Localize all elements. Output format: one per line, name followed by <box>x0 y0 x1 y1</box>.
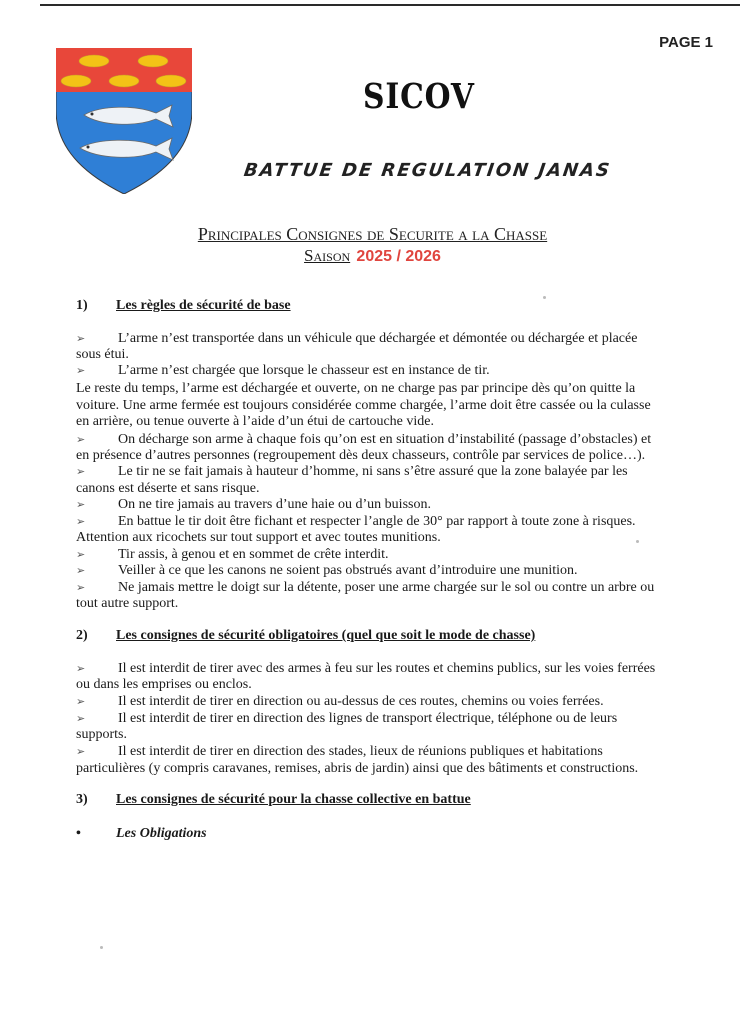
text-line <box>76 596 672 613</box>
coat-of-arms-icon <box>56 48 192 194</box>
line-text: Le reste du temps, l’arme est déchargée et ouverte, on ne charge pas par principe dès qu’on quitte la <box>76 381 636 396</box>
line-text: ou dans les emprises ou enclos. <box>76 677 252 692</box>
text-line <box>76 694 672 711</box>
line-text: L’arme n’est chargée que lorsque le chasseur est en instance de tir. <box>118 363 490 378</box>
line-text: Veiller à ce que les canons ne soient pas obstrués avant d’introduire une munition. <box>118 563 578 578</box>
list-item-obligations: • Les Obligations <box>76 826 207 841</box>
line-text: Ne jamais mettre le doigt sur la détente, poser une arme chargée sur le sol ou contre un arbre ou <box>118 580 655 595</box>
text-line <box>76 727 672 744</box>
text-line <box>76 744 672 761</box>
text-line <box>76 481 672 498</box>
bullet-icon: • <box>76 826 81 841</box>
text-line <box>76 580 672 597</box>
line-text: supports. <box>76 727 127 742</box>
org-title: SICOV <box>363 76 475 117</box>
line-text: tout autre support. <box>76 596 179 611</box>
text-line <box>76 563 672 580</box>
arrow-bullet-icon: ➢ <box>76 516 86 528</box>
heading-title: Principales Consignes de Securite a la Chasse <box>197 224 548 244</box>
text-line <box>76 530 672 547</box>
text-line <box>76 381 672 398</box>
line-text: Le tir ne se fait jamais à hauteur d’homme, ni sans s’être assuré que la zone balayée par les <box>118 464 628 479</box>
arrow-bullet-icon: ➢ <box>76 466 86 478</box>
text-line <box>76 347 672 364</box>
line-text: en présence d’autres personnes (regroupement dès deux chasseurs, contrôle par services de police…). <box>76 448 646 463</box>
season-years: 2025 / 2026 <box>356 248 441 265</box>
arrow-bullet-icon: ➢ <box>76 549 86 561</box>
text-line <box>76 331 672 348</box>
season-label: Saison <box>304 246 351 265</box>
section-2-heading: 2) Les consignes de sécurité obligatoires (quel que soit le mode de chasse) <box>76 628 536 643</box>
text-line <box>76 677 672 694</box>
arrow-bullet-icon: ➢ <box>76 499 86 511</box>
line-text: Tir assis, à genou et en sommet de crête interdit. <box>118 547 389 562</box>
line-text: particulières (y compris caravanes, remises, abris de jardin) ainsi que des bâtiments et constructions. <box>76 761 639 776</box>
text-line <box>76 432 672 449</box>
arrow-bullet-icon: ➢ <box>76 333 86 345</box>
line-text: On ne tire jamais au travers d’une haie ou d’un buisson. <box>118 497 431 512</box>
arrow-bullet-icon: ➢ <box>76 746 86 758</box>
text-line <box>76 448 672 465</box>
line-text: Attention aux ricochets sur tout support et avec toutes munitions. <box>76 530 441 545</box>
line-text: L’arme n’est transportée dans un véhicule que déchargée et démontée ou déchargée et placée <box>118 331 638 346</box>
text-line <box>76 464 672 481</box>
text-line <box>76 661 672 678</box>
arrow-bullet-icon: ➢ <box>76 582 86 594</box>
section-3-heading: 3) Les consignes de sécurité pour la chasse collective en battue <box>76 792 471 807</box>
arrow-bullet-icon: ➢ <box>76 696 86 708</box>
arrow-bullet-icon: ➢ <box>76 365 86 377</box>
text-line <box>76 514 672 531</box>
text-line <box>76 711 672 728</box>
line-text: Il est interdit de tirer en direction des lignes de transport électrique, téléphone ou de leurs <box>118 711 618 726</box>
page-number: PAGE 1 <box>659 34 713 51</box>
line-text: Il est interdit de tirer en direction des stades, lieux de réunions publiques et habitations <box>118 744 603 759</box>
season-heading <box>0 246 745 266</box>
line-text: Il est interdit de tirer en direction ou au-dessus de ces routes, chemins ou voies ferrées. <box>118 694 604 709</box>
section-1-heading: 1) Les règles de sécurité de base <box>76 298 291 313</box>
text-line <box>76 497 672 514</box>
arrow-bullet-icon: ➢ <box>76 434 86 446</box>
line-text: en arrière, ou tenue ouverte à l’aide d’un étui de cartouche vide. <box>76 414 434 429</box>
scan-top-border <box>40 4 740 6</box>
text-line <box>76 398 672 415</box>
arrow-bullet-icon: ➢ <box>76 565 86 577</box>
line-text: canons est déserte et sans risque. <box>76 481 260 496</box>
text-line <box>76 414 672 431</box>
line-text: voiture. Une arme fermée est toujours considérée comme chargée, l’arme doit être cassée ou la culasse <box>76 398 651 413</box>
line-text: En battue le tir doit être fichant et respecter l’angle de 30° par rapport à toute zone à risques. <box>118 514 636 529</box>
text-line <box>76 363 672 380</box>
text-line <box>76 761 672 778</box>
document-heading <box>0 224 745 245</box>
document-subtitle: BATTUE DE REGULATION JANAS <box>242 160 613 181</box>
line-text: Il est interdit de tirer avec des armes à feu sur les routes et chemins publics, sur les voies ferrées <box>118 661 656 676</box>
text-line <box>76 547 672 564</box>
line-text: On décharge son arme à chaque fois qu’on est en situation d’instabilité (passage d’obstacles) et <box>118 432 652 447</box>
arrow-bullet-icon: ➢ <box>76 663 86 675</box>
line-text: sous étui. <box>76 347 129 362</box>
arrow-bullet-icon: ➢ <box>76 713 86 725</box>
